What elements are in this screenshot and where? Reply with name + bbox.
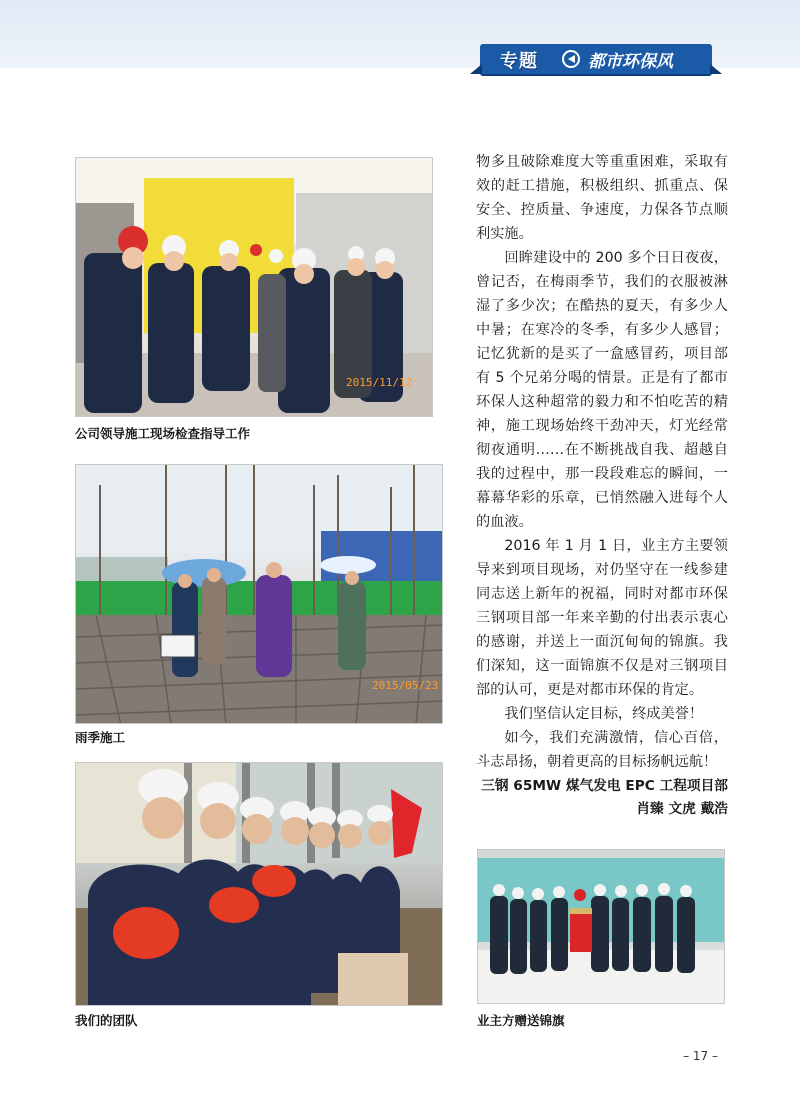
section-header-tag — [480, 44, 712, 74]
caption-rainy-season: 雨季施工 — [75, 730, 126, 745]
banner-gift-image — [478, 850, 725, 1004]
section-label: 专题 — [500, 51, 538, 72]
article-paragraph: 如今，我们充满激情，信心百倍，斗志昂扬，朝着更高的目标扬帆远航！ — [476, 730, 728, 770]
team-image — [76, 763, 443, 1006]
photo-team — [75, 762, 443, 1006]
signature-authors: 肖臻 文虎 戴浩 — [636, 801, 728, 817]
article-paragraph: 回眸建设中的 200 多个日日夜夜，曾记否，在梅雨季节，我们的衣服被淋湿了多少次；在酷热的夏天，有多少人中暑；在寒冷的冬季，有多少人感冒；记忆犹新的是买了一盒感冒药，项目部有 5 个兄弟分喝的情景。正是有了都市环保人这种超常的毅力和不怕吃苦的精神，施工现场始终干劲冲天，灯光经常彻夜通明……在不断挑战自我、超越自我的过程中，那一段段难忘的瞬间，一幕幕华彩的乐章，已悄然融入进每个人的血液。 — [476, 250, 728, 530]
article-paragraph: 我们坚信认定目标，终成美誉！ — [504, 706, 704, 722]
article-paragraph: 物多且破除难度大等重重困难，采取有效的赶工措施，积极组织、抓重点、保安全、控质量、争速度，力保各节点顺利实施。 — [476, 154, 728, 242]
signature-department: 三钢 65MW 煤气发电 EPC 工程项目部 — [481, 778, 728, 794]
article-body — [476, 150, 728, 820]
article-paragraph: 2016 年 1 月 1 日，业主方主要领导来到项目现场，对仍坚守在一线参建同志送上新年的祝福，同时对都市环保三钢项目部一年来辛勤的付出表示衷心的感谢，并送上一面沉甸甸的锦旗。我们深知，这一面锦旗不仅是对三钢项目部的认可，更是对都市环保的肯定。 — [476, 538, 728, 698]
photo-date-stamp: 2015/11/12 — [346, 376, 413, 389]
photo-site-inspection — [75, 157, 433, 417]
photo-banner-gift — [477, 849, 725, 1004]
photo-rainy-season — [75, 464, 443, 724]
page-number: – 17 – — [683, 1049, 718, 1063]
column-title: 都市环保风 — [588, 52, 673, 72]
caption-site-inspection: 公司领导施工现场检查指导工作 — [75, 426, 251, 441]
section-arrow-icon — [562, 50, 580, 68]
photo-date-stamp: 2015/05/23 — [372, 679, 439, 692]
caption-banner-gift: 业主方赠送锦旗 — [477, 1013, 565, 1028]
caption-team: 我们的团队 — [75, 1013, 138, 1028]
